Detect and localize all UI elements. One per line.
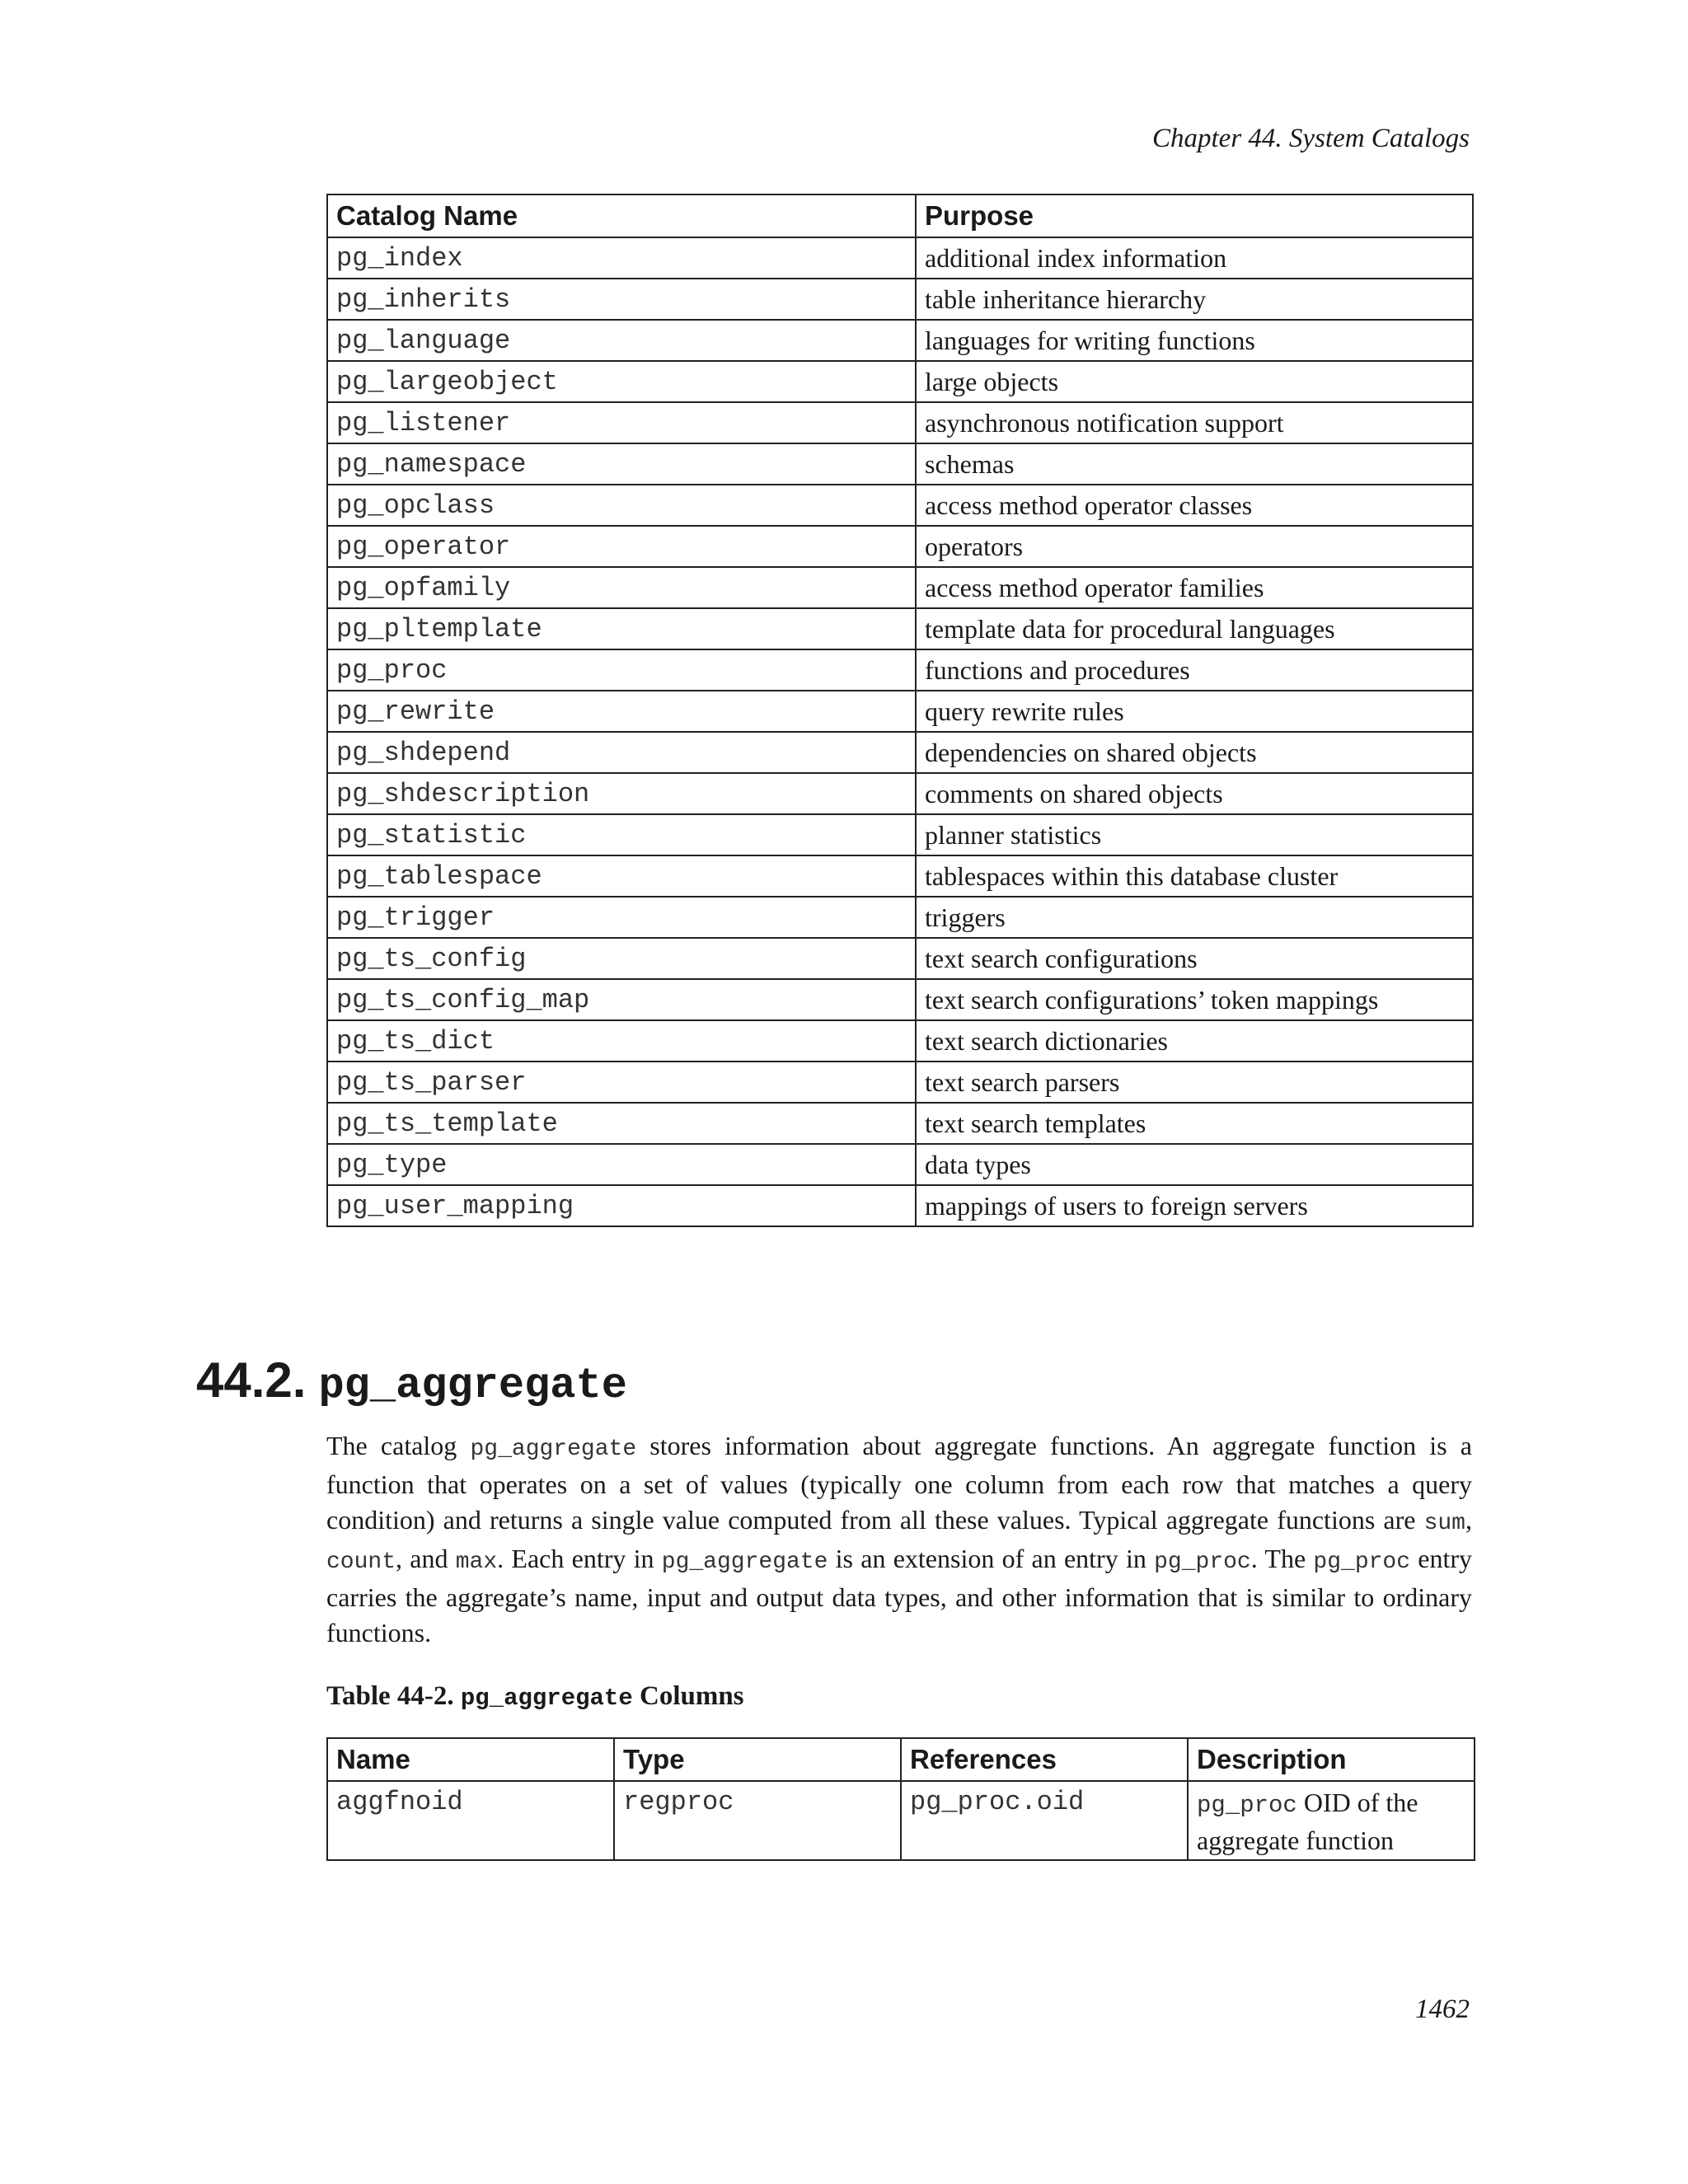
purpose-cell: access method operator families — [916, 567, 1473, 608]
table-row — [327, 402, 1473, 443]
table-row — [327, 814, 1473, 855]
caption-suffix: Columns — [632, 1681, 744, 1711]
para-text: . The — [1250, 1544, 1314, 1573]
code-term: count — [326, 1549, 396, 1575]
table-row — [327, 649, 1473, 691]
catalog-name-cell: pg_user_mapping — [327, 1185, 916, 1226]
purpose-cell: planner statistics — [916, 814, 1473, 855]
intro-paragraph — [326, 1428, 1472, 1651]
purpose-cell: text search dictionaries — [916, 1020, 1473, 1062]
purpose-cell: additional index information — [916, 237, 1473, 279]
catalog-name-cell: pg_statistic — [327, 814, 916, 855]
section-title: pg_aggregate — [318, 1361, 627, 1410]
table-row — [327, 443, 1473, 485]
catalog-name-cell: pg_proc — [327, 649, 916, 691]
catalog-name-cell: pg_namespace — [327, 443, 916, 485]
purpose-cell: schemas — [916, 443, 1473, 485]
purpose-cell: table inheritance hierarchy — [916, 279, 1473, 320]
catalog-name-cell: pg_ts_parser — [327, 1062, 916, 1103]
purpose-cell: text search parsers — [916, 1062, 1473, 1103]
table-row — [327, 938, 1473, 979]
table-row — [327, 1781, 1475, 1860]
catalog-name-cell: pg_listener — [327, 402, 916, 443]
purpose-cell: tablespaces within this database cluster — [916, 855, 1473, 897]
purpose-cell: text search configurations’ token mappings — [916, 979, 1473, 1020]
table-row — [327, 485, 1473, 526]
section-number: 44.2. — [196, 1352, 307, 1408]
table-row — [327, 979, 1473, 1020]
table-row — [327, 279, 1473, 320]
header-name: Name — [327, 1738, 614, 1781]
para-text: . Each entry in — [497, 1544, 662, 1573]
table-row — [327, 855, 1473, 897]
para-text: , and — [396, 1544, 456, 1573]
code-term: max — [455, 1549, 498, 1575]
column-references: pg_proc.oid — [901, 1781, 1188, 1860]
purpose-cell: access method operator classes — [916, 485, 1473, 526]
catalog-name-cell: pg_opclass — [327, 485, 916, 526]
catalog-name-cell: pg_operator — [327, 526, 916, 567]
header-catalog-name: Catalog Name — [327, 194, 916, 237]
columns-table — [326, 1737, 1475, 1861]
table-row — [327, 732, 1473, 773]
table-row — [327, 608, 1473, 649]
header-type: Type — [614, 1738, 901, 1781]
code-term: pg_proc — [1154, 1549, 1251, 1575]
para-text: The catalog — [326, 1431, 471, 1460]
catalog-name-cell: pg_shdescription — [327, 773, 916, 814]
code-term: pg_aggregate — [470, 1436, 637, 1462]
purpose-cell: mappings of users to foreign servers — [916, 1185, 1473, 1226]
table-row — [327, 897, 1473, 938]
purpose-cell: dependencies on shared objects — [916, 732, 1473, 773]
purpose-cell: data types — [916, 1144, 1473, 1185]
header-references: References — [901, 1738, 1188, 1781]
column-name: aggfnoid — [327, 1781, 614, 1860]
header-description: Description — [1188, 1738, 1475, 1781]
running-header: Chapter 44. System Catalogs — [1152, 124, 1470, 153]
catalog-table-header-row — [327, 194, 1473, 237]
para-text: entry carries the aggregate’s name, input and output data types, and other information that is similar to ordinary functions. — [326, 1544, 1473, 1647]
purpose-cell: languages for writing functions — [916, 320, 1473, 361]
catalog-name-cell: pg_rewrite — [327, 691, 916, 732]
table-row — [327, 361, 1473, 402]
para-text: is an extension of an entry in — [828, 1544, 1155, 1573]
catalog-name-cell: pg_ts_config — [327, 938, 916, 979]
catalog-name-cell: pg_ts_template — [327, 1103, 916, 1144]
code-term: sum — [1423, 1511, 1465, 1536]
table-row — [327, 1062, 1473, 1103]
column-description — [1188, 1781, 1475, 1860]
catalog-name-cell: pg_index — [327, 237, 916, 279]
column-type: regproc — [614, 1781, 901, 1860]
catalog-name-cell: pg_language — [327, 320, 916, 361]
purpose-cell: functions and procedures — [916, 649, 1473, 691]
catalog-name-cell: pg_ts_dict — [327, 1020, 916, 1062]
catalog-name-cell: pg_ts_config_map — [327, 979, 916, 1020]
description-code: pg_proc — [1197, 1792, 1297, 1819]
table-row — [327, 320, 1473, 361]
catalog-name-cell: pg_shdepend — [327, 732, 916, 773]
catalog-table — [326, 194, 1474, 1227]
purpose-cell: operators — [916, 526, 1473, 567]
caption-code: pg_aggregate — [460, 1685, 633, 1712]
table-caption — [326, 1681, 744, 1712]
description-text: OID of the aggregate function — [1197, 1788, 1418, 1855]
table-row — [327, 773, 1473, 814]
catalog-name-cell: pg_type — [327, 1144, 916, 1185]
catalog-name-cell: pg_tablespace — [327, 855, 916, 897]
purpose-cell: large objects — [916, 361, 1473, 402]
table-row — [327, 237, 1473, 279]
purpose-cell: triggers — [916, 897, 1473, 938]
table-row — [327, 567, 1473, 608]
table-row — [327, 1103, 1473, 1144]
purpose-cell: text search templates — [916, 1103, 1473, 1144]
page-number: 1462 — [1415, 1994, 1470, 2024]
columns-table-header-row — [327, 1738, 1475, 1781]
catalog-name-cell: pg_inherits — [327, 279, 916, 320]
caption-prefix: Table 44-2. — [326, 1681, 461, 1711]
para-text: , — [1465, 1505, 1472, 1535]
catalog-table-body — [327, 237, 1473, 1226]
para-text: stores information about aggregate functions. An aggregate function is a function that operates on a set of values (typically one column from each row that matches a query condition) and returns a single value computed from all these values. Typical aggregate functions are — [326, 1431, 1473, 1535]
code-term: pg_proc — [1313, 1549, 1411, 1575]
catalog-name-cell: pg_largeobject — [327, 361, 916, 402]
purpose-cell: query rewrite rules — [916, 691, 1473, 732]
table-row — [327, 1185, 1473, 1226]
table-row — [327, 1020, 1473, 1062]
catalog-name-cell: pg_opfamily — [327, 567, 916, 608]
table-row — [327, 526, 1473, 567]
purpose-cell: text search configurations — [916, 938, 1473, 979]
table-row — [327, 691, 1473, 732]
catalog-name-cell: pg_pltemplate — [327, 608, 916, 649]
code-term: pg_aggregate — [661, 1549, 828, 1575]
catalog-name-cell: pg_trigger — [327, 897, 916, 938]
section-heading — [196, 1352, 627, 1410]
table-row — [327, 1144, 1473, 1185]
purpose-cell: comments on shared objects — [916, 773, 1473, 814]
header-purpose: Purpose — [916, 194, 1473, 237]
purpose-cell: template data for procedural languages — [916, 608, 1473, 649]
purpose-cell: asynchronous notification support — [916, 402, 1473, 443]
